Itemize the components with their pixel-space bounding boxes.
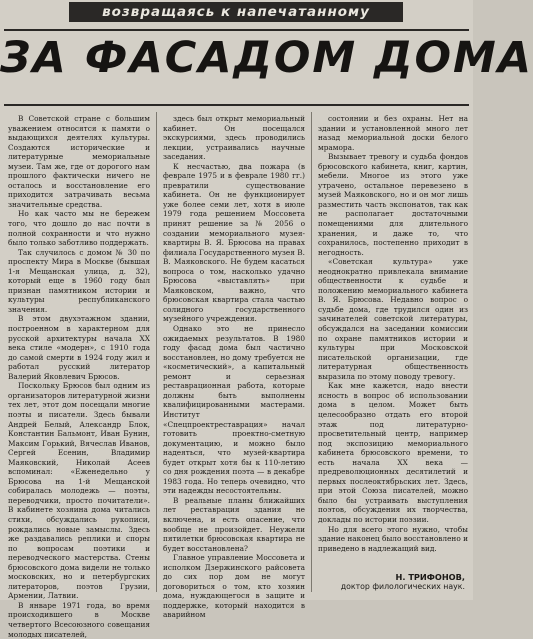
paragraph: Главное управление Моссовета и исполком Дзержинского райсовета до сих пор дом не могут договориться о том, кто хозяин дома, нуждающегося в защите и поддержке, который находится в аварийном (163, 553, 305, 620)
author-name: Н. ТРИФОНОВ, (395, 572, 465, 582)
paragraph: В Советской стране с большим уважением относятся к памяти о выдающихся деятелях культуры. Создаются исторические и литературные мемориальные музеи. Там же, где от дорогого нам прошлого фактически ничего не осталось и восстановление его приходится затрачивать весьма значительные средства. (8, 114, 150, 209)
article-column-2 (163, 114, 305, 620)
headline-rule (4, 104, 469, 106)
paragraph: Вызывает тревогу и судьба фондов брюсовского кабинета, книг, картин, мебели. Многое из этого уже утрачено, остальное перевезено в музей Маяковского, но и он мог лишь разместить часть экспонатов, так как не располагает достаточными помещениями для длительного хранения, и даже то, что сохранилось, постепенно приходит в негодность. (318, 152, 468, 257)
paragraph: Как мне кажется, надо внести ясность в вопрос об использовании дома в целом. Может быть целесообразно отдать его второй этаж под литературно-просветительный центр, например под экспозицию мемориального кабинета брюсовского времени, то есть начала XX века — предреволюционных десятилетий и первых послеоктябрьских лет. Здесь, при этой Союза писателей, можно было бы устраивать выступления поэтов, обсуждения их творчества, доклады по истории поэзии. (318, 381, 468, 524)
article-column-3 (318, 114, 468, 570)
paragraph: Однако это не принесло ожидаемых результатов. В 1980 году фасад дома был частично восстановлен, но дому требуется не «косметический», а капитальный ремонт и серьезная реставрационная работа, которые должны быть выполнены квалифицированными мастерами. Институт «Спецпроектреставрация» начал готовить проектно-сметную документацию, и можно было надеяться, что музей-квартира будет открыт хотя бы к 110-летию со дня рождения поэта — в декабре 1983 года. Но теперь очевидно, что эти надежды несостоятельны. (163, 324, 305, 496)
author-signature (341, 572, 465, 592)
paragraph: «Советская культура» уже неоднократно привлекала внимание общественности к судьбе и положению мемориального кабинета В. Я. Брюсова. Недавно вопрос о судьбе дома, где трудился один из зачинателей советской литературы, обсуждался на заседании комиссии по охране памятников истории и культуры при Московской писательской организации, где литературная общественность выразила по этому поводу тревогу. (318, 257, 468, 381)
column-divider (311, 112, 312, 592)
paragraph: Но для всего этого нужно, чтобы здание наконец было восстановлено и приведено в надлежащий вид. (318, 524, 468, 553)
paragraph: Но как часто мы не бережем того, что дошло до нас почти в полной сохранности и что нужно было только заботливо поддержать. (8, 209, 150, 248)
paragraph: Так случилось с домом № 30 по проспекту Мира в Москве (бывшая 1-я Мещанская улица, д. 32), который еще в 1960 году был признан памятником истории и культуры республиканского значения. (8, 247, 150, 314)
paragraph: здесь был открыт мемориальный кабинет. Он посещался экскурсиями, здесь проводились лекции, устраивались научные заседания. (163, 114, 305, 162)
paragraph: К несчастью, два пожара (в феврале 1975 и в феврале 1980 гг.) превратили существование кабинета. Он не функционирует уже более семи лет, хотя в июле 1979 года решением Моссовета принят решение за № 2056 о создании мемориального музея-квартиры В. Я. Брюсова на правах филиала Государственного музея В. В. Маяковского. Не будем касаться вопроса о том, насколько удачно Брюсова «выставлять» при Маяковском, важно, что брюсовская квартира стала частью солидного государственного музейного учреждения. (163, 161, 305, 324)
article-column-1 (8, 114, 150, 639)
paragraph: В реальные планы ближайших лет реставрация здания не включена, и есть опасение, что вообще не произойдет. Неужели пятилетки брюсовская квартира не будет восстановлена? (163, 495, 305, 553)
author-title: доктор филологических наук. (340, 582, 465, 591)
paragraph: В январе 1971 года, во время происходившего в Москве четвертого Всесоюзного совещания молодых писателей, (8, 600, 150, 639)
paragraph: состоянии и без охраны. Нет на здании и установленной много лет назад мемориальной доски белого мрамора. (318, 114, 468, 152)
paragraph: В этом двухэтажном здании, построенном в характерном для русской архитектуры начала XX века стиле «модерн», с 1910 года до самой смерти в 1924 году жил и работал русский литератор Валерий Яковлевич Брюсов. (8, 314, 150, 381)
top-rule (4, 29, 469, 31)
paragraph: Поскольку Брюсов был одним из организаторов литературной жизни тех лет, этот дом посещали многие поэты и писатели. Здесь бывали Андрей Белый, Александр Блок, Константин Бальмонт, Иван Бунин, Максим Горький, Вячеслав Иванов, Сергей Есенин, Владимир Маяковский, Николай Асеев вспоминал: «Еженедельно у Брюсова на 1-й Мещанской собиралась молодежь — поэты, переводчики, просто почитатели». В кабинете хозяина дома читались стихи, обсуждались рукописи, рождались новые замыслы. Здесь же раздавались реплики и споры по вопросам поэтики и переводческого мастерства. Стены брюсовского дома видели не только московских, но и петербургских литераторов, поэтов Грузии, Армении, Латвии. (8, 381, 150, 601)
rubric-kicker: возвращаясь к напечатанному (69, 2, 403, 22)
column-divider (156, 112, 157, 592)
article-headline: ЗА ФАСАДОМ ДОМА (0, 33, 533, 83)
